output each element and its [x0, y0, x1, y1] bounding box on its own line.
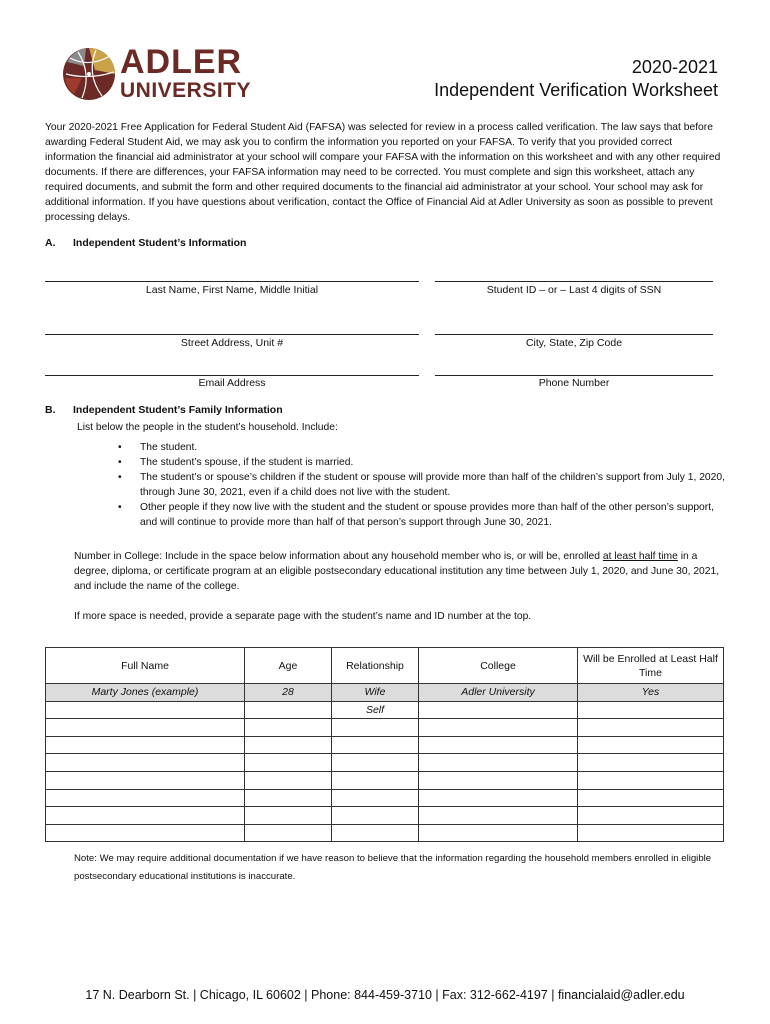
cell-relationship[interactable]	[332, 807, 419, 825]
cell-enrolled[interactable]	[578, 701, 724, 719]
cell-enrolled[interactable]	[578, 754, 724, 772]
cell-age[interactable]	[245, 789, 332, 807]
table-row[interactable]	[46, 754, 724, 772]
cell-college[interactable]	[419, 719, 578, 737]
household-lead: List below the people in the student’s household. Include:	[77, 422, 338, 433]
cell-full-name[interactable]	[46, 771, 245, 789]
cell-enrolled[interactable]	[578, 771, 724, 789]
cell-relationship[interactable]	[332, 771, 419, 789]
cell-enrolled[interactable]	[578, 824, 724, 842]
bullet-icon: •	[118, 457, 122, 468]
city-field-line[interactable]	[435, 334, 713, 335]
table-row[interactable]	[46, 824, 724, 842]
list-item: • The student’s spouse, if the student is married.	[118, 457, 354, 468]
table-row	[46, 684, 724, 702]
student-id-field-line[interactable]	[435, 281, 713, 282]
cell-full-name[interactable]	[46, 701, 245, 719]
cell-age[interactable]	[245, 701, 332, 719]
number-in-college-paragraph: Number in College: Include in the space below information about any household member who is, or will be, enrolled at least half time in a degree, diploma, or certificate program at an eligible postsecondary educational institution any time between July 1, 2020, and June 30, 2021, and include the name of the college.	[74, 551, 720, 592]
cell-college[interactable]	[419, 771, 578, 789]
cell-college: Adler University	[419, 684, 578, 702]
cell-full-name[interactable]	[46, 807, 245, 825]
header-age: Age	[245, 648, 332, 684]
cell-relationship: Wife	[332, 684, 419, 702]
cell-enrolled: Yes	[578, 684, 724, 702]
extra-space-instruction: If more space is needed, provide a separate page with the student’s name and ID number at the top.	[74, 611, 532, 622]
cell-college[interactable]	[419, 789, 578, 807]
street-field-line[interactable]	[45, 334, 419, 335]
street-field-label: Street Address, Unit #	[180, 337, 284, 349]
table-row[interactable]	[46, 807, 724, 825]
city-field-label: City, State, Zip Code	[525, 337, 623, 349]
cell-full-name[interactable]	[46, 754, 245, 772]
bullet-icon: •	[118, 442, 122, 453]
cell-age[interactable]	[245, 719, 332, 737]
cell-enrolled[interactable]	[578, 789, 724, 807]
cell-age[interactable]	[245, 754, 332, 772]
cell-age: 28	[245, 684, 332, 702]
table-header-row	[46, 648, 724, 684]
intro-paragraph: Your 2020-2021 Free Application for Federal Student Aid (FAFSA) was selected for review in a process called verification. The law says that before awarding Federal Student Aid, we may ask you to confirm the information you reported on your FAFSA. To verify that you provided correct information the financial aid administrator at your school will compare your FAFSA with the information on this worksheet and with any other required documents. If there are differences, your FAFSA information may need to be corrected. You must complete and sign this worksheet, attach any required documents, and submit the form and other required documents to the financial aid administrator at your school. Your school may ask for additional information. If you have questions about verification, contact the Office of Financial Aid at Adler University as soon as possible to prevent processing delays.	[45, 122, 721, 223]
household-table	[45, 647, 724, 842]
cell-college[interactable]	[419, 754, 578, 772]
table-row[interactable]	[46, 789, 724, 807]
cell-college[interactable]	[419, 824, 578, 842]
section-b-letter: B.	[45, 404, 56, 416]
table-row[interactable]	[46, 701, 724, 719]
cell-college[interactable]	[419, 807, 578, 825]
documentation-note: Note: We may require additional documentation if we have reason to believe that the information regarding the household members enrolled in eligible postsecondary educational institutions is inaccurate.	[74, 853, 712, 882]
header-relationship: Relationship	[332, 648, 419, 684]
cell-age[interactable]	[245, 807, 332, 825]
logo-globe-icon	[63, 48, 115, 100]
list-item: • Other people if they now live with the student and the student or spouse provides more than half of the other person’s support, and will continue to provide more than half of that person’s support through June 30, 2021.	[118, 502, 714, 528]
cell-full-name[interactable]	[46, 736, 245, 754]
student-id-field-label: Student ID – or – Last 4 digits of SSN	[486, 284, 662, 296]
contact-footer: 17 N. Dearborn St. | Chicago, IL 60602 | Phone: 844-459-3710 | Fax: 312-662-4197 | financialaid@adler.edu	[85, 988, 685, 1002]
cell-relationship[interactable]	[332, 736, 419, 754]
logo-wordmark-university: UNIVERSITY	[120, 79, 252, 102]
phone-field-label: Phone Number	[538, 377, 610, 389]
cell-full-name[interactable]	[46, 824, 245, 842]
table-row[interactable]	[46, 771, 724, 789]
header-full-name: Full Name	[46, 648, 245, 684]
cell-enrolled[interactable]	[578, 719, 724, 737]
cell-age[interactable]	[245, 824, 332, 842]
email-field-label: Email Address	[198, 377, 266, 389]
cell-relationship[interactable]	[332, 754, 419, 772]
bullet-icon: •	[118, 502, 122, 513]
cell-full-name: Marty Jones (example)	[46, 684, 245, 702]
cell-enrolled[interactable]	[578, 807, 724, 825]
section-a-title: Independent Student’s Information	[73, 237, 247, 249]
name-field-line[interactable]	[45, 281, 419, 282]
list-item: • The student.	[118, 442, 198, 453]
form-title: Independent Verification Worksheet	[434, 80, 718, 100]
table-row[interactable]	[46, 719, 724, 737]
email-field-line[interactable]	[45, 375, 419, 376]
cell-relationship[interactable]	[332, 824, 419, 842]
name-field-label: Last Name, First Name, Middle Initial	[145, 284, 319, 296]
form-year: 2020-2021	[631, 57, 718, 77]
bullet-icon: •	[118, 472, 122, 483]
cell-full-name[interactable]	[46, 719, 245, 737]
logo-wordmark-adler: ADLER	[120, 43, 243, 81]
cell-age[interactable]	[245, 736, 332, 754]
cell-relationship[interactable]	[332, 789, 419, 807]
header-college: College	[419, 648, 578, 684]
section-a-letter: A.	[45, 237, 56, 249]
cell-age[interactable]	[245, 771, 332, 789]
cell-relationship[interactable]	[332, 719, 419, 737]
cell-college[interactable]	[419, 701, 578, 719]
cell-relationship[interactable]: Self	[332, 701, 419, 719]
table-row[interactable]	[46, 736, 724, 754]
household-bullet-list	[118, 440, 730, 530]
header-enrolled-half-time: Will be Enrolled at Least Half Time	[578, 648, 724, 684]
cell-enrolled[interactable]	[578, 736, 724, 754]
phone-field-line[interactable]	[435, 375, 713, 376]
section-b-title: Independent Student’s Family Information	[73, 404, 283, 416]
list-item: • The student’s or spouse’s children if the student or spouse will provide more than half of the children’s support from July 1, 2020, through June 30, 2021, even if a child does not live with the student.	[118, 472, 725, 498]
cell-full-name[interactable]	[46, 789, 245, 807]
cell-college[interactable]	[419, 736, 578, 754]
